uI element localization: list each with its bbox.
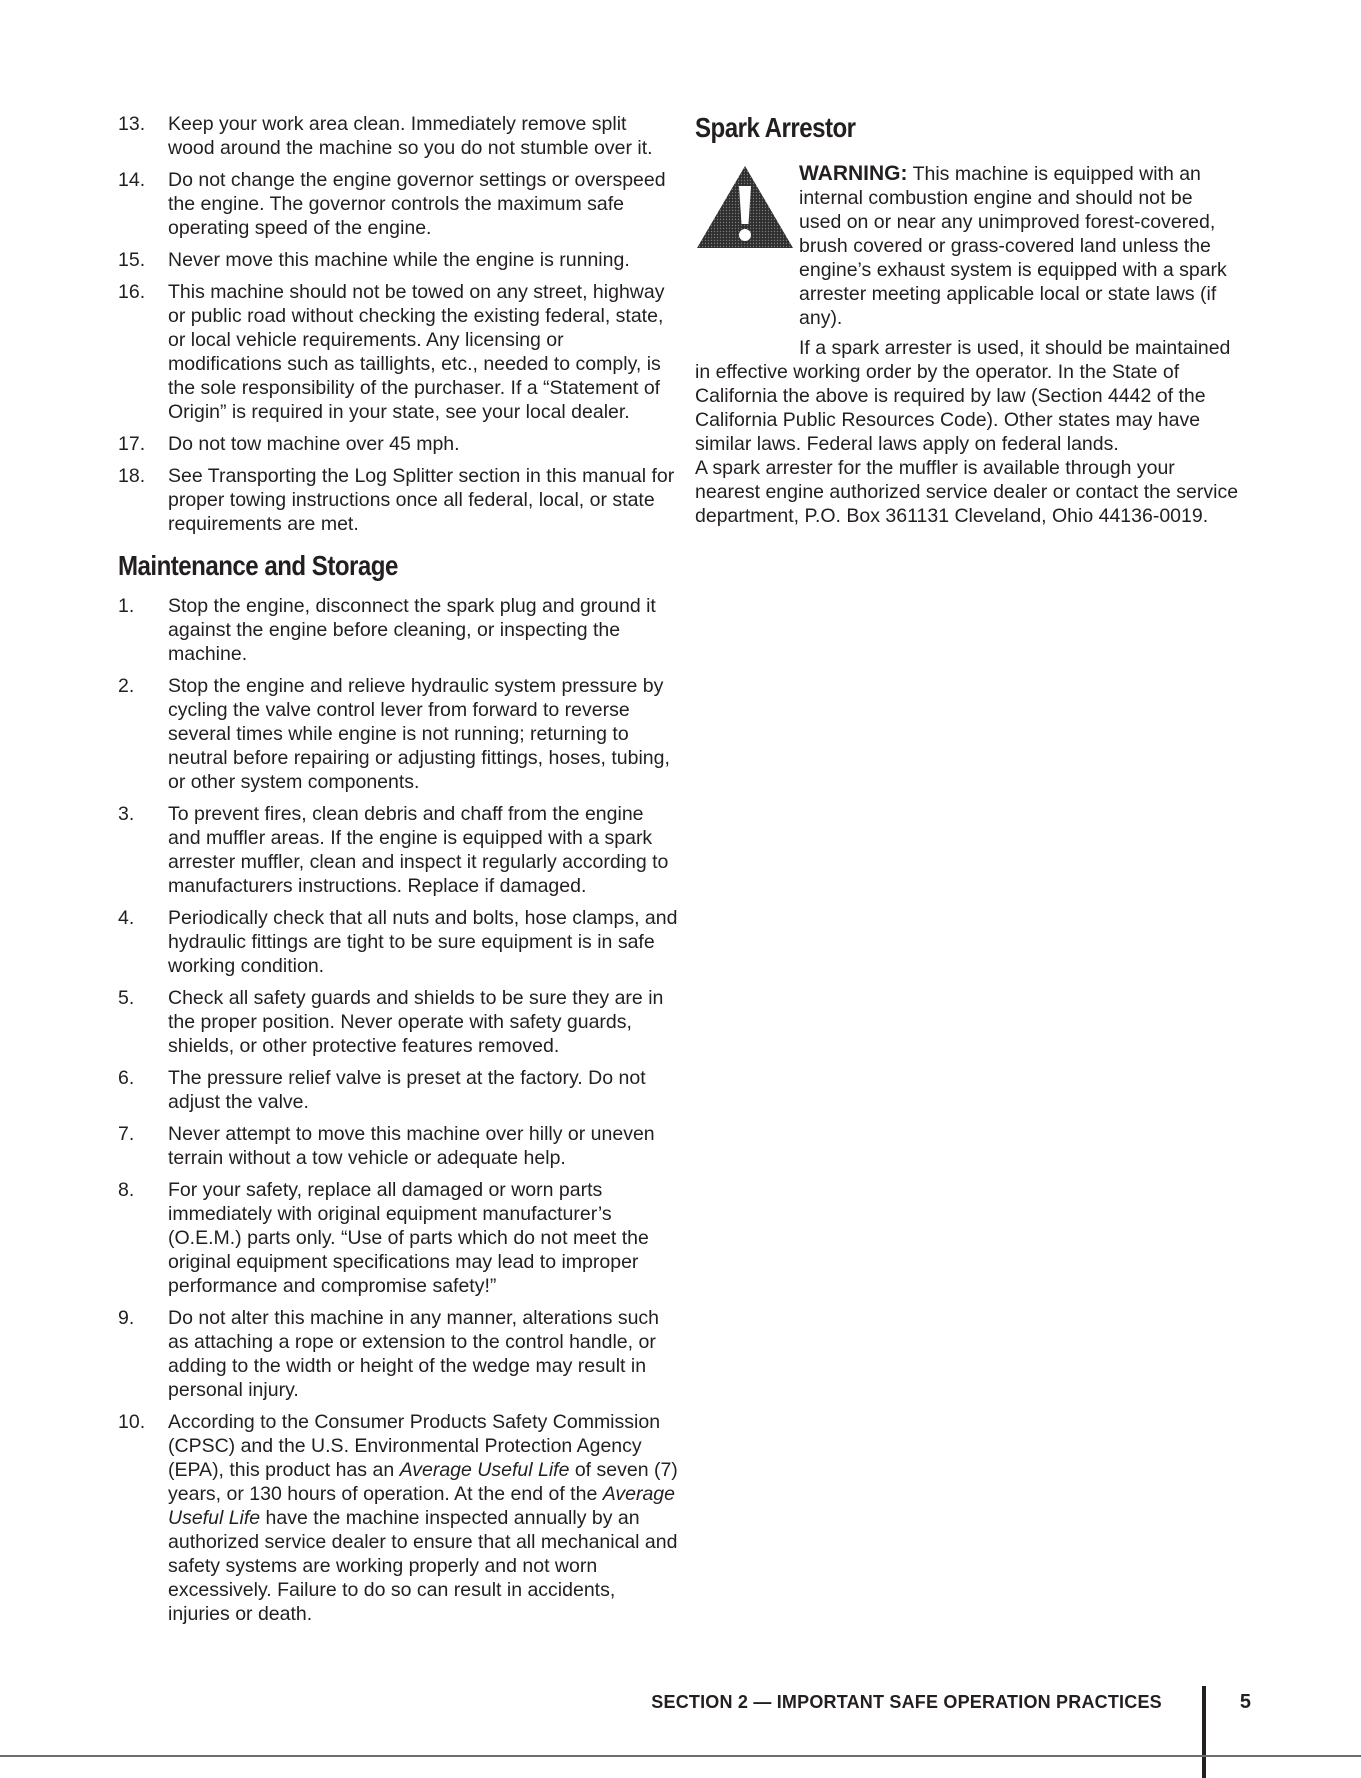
list-item xyxy=(118,432,678,456)
list-item xyxy=(118,248,678,272)
warning-label: WARNING: xyxy=(799,162,908,185)
item-text: Check all safety guards and shields to be sure they are in the proper position. Never operate with safety guards, shields, or other protective features removed. xyxy=(168,987,664,1057)
safety-list-continued xyxy=(118,112,678,536)
warning-triangle-icon xyxy=(695,164,795,250)
item-text: This machine should not be towed on any street, highway or public road without checking the existing federal, state, or local vehicle requirements. Any licensing or modifications such as taillights, etc., needed to comply, is the sole responsibility of the purchaser. If a “Statement of Origin” is required in your state, see your local dealer. xyxy=(168,281,665,423)
warning-body: This machine is equipped with an internal combustion engine and should not be used on or near any unimproved forest-covered, brush covered or grass-covered land unless the engine’s exhaust system is equipped with a spark arrester meeting applicable local or state laws (if any). xyxy=(799,163,1227,329)
service-paragraph: A spark arrester for the muffler is available through your nearest engine authorized service dealer or contact the service department, P.O. Box 361131 Cleveland, Ohio 44136-0019. xyxy=(695,457,1239,527)
item-text xyxy=(168,1411,678,1625)
list-item xyxy=(118,802,678,898)
item-text: Never attempt to move this machine over hilly or uneven terrain without a tow vehicle or adequate help. xyxy=(168,1123,655,1169)
footer-section-title: SECTION 2 — IMPORTANT SAFE OPERATION PRACTICES xyxy=(651,1691,1162,1712)
item-number: 10. xyxy=(118,1411,146,1433)
list-item xyxy=(118,1410,678,1626)
item-text-part: of seven (7) years, or 130 hours of operation. At the end of the xyxy=(168,1459,678,1505)
item-number: 1. xyxy=(118,595,135,617)
list-item xyxy=(118,1122,678,1170)
item-number: 4. xyxy=(118,907,135,929)
item-text-part: According to the Consumer Products Safety Commission (CPSC) and the U.S. Environmental Protection Agency (EPA), this product has an xyxy=(168,1411,661,1481)
item-text: To prevent fires, clean debris and chaff from the engine and muffler areas. If the engine is equipped with a spark arrester muffler, clean and inspect it regularly according to manufacturers instructions. Replace if damaged. xyxy=(168,803,669,897)
emphasis-term: Average Useful Life xyxy=(168,1483,675,1529)
item-number: 2. xyxy=(118,675,135,697)
right-column xyxy=(695,112,1240,528)
page-number: 5 xyxy=(1239,1690,1251,1713)
item-text: See Transporting the Log Splitter section in this manual for proper towing instructions once all federal, local, or state requirements are met. xyxy=(168,465,675,535)
item-number: 6. xyxy=(118,1067,135,1089)
item-number: 8. xyxy=(118,1179,135,1201)
list-item xyxy=(118,594,678,666)
list-item xyxy=(118,1178,678,1298)
item-number: 7. xyxy=(118,1123,135,1145)
item-number: 13. xyxy=(118,113,146,135)
list-item xyxy=(118,464,678,536)
list-item xyxy=(118,674,678,794)
maintenance-list xyxy=(118,594,678,1626)
item-text: Periodically check that all nuts and bolts, hose clamps, and hydraulic fittings are tight to be sure equipment is in safe working condition. xyxy=(168,907,678,977)
item-number: 5. xyxy=(118,987,135,1009)
list-item xyxy=(118,168,678,240)
list-item xyxy=(118,280,678,424)
item-number: 15. xyxy=(118,249,146,271)
item-number: 17. xyxy=(118,433,146,455)
item-text: Do not change the engine governor settings or overspeed the engine. The governor controls the maximum safe operating speed of the engine. xyxy=(168,169,666,239)
item-text: Stop the engine and relieve hydraulic system pressure by cycling the valve control lever from forward to reverse several times while engine is not running; returning to neutral before repairing or adjusting fittings, hoses, tubing, or other system components. xyxy=(168,675,670,793)
list-item xyxy=(118,906,678,978)
list-item xyxy=(118,1306,678,1402)
item-text: Never move this machine while the engine is running. xyxy=(168,249,630,271)
left-column xyxy=(118,112,678,1634)
item-text-part: have the machine inspected annually by an authorized service dealer to ensure that all mechanical and safety systems are working properly and not worn excessively. Failure to do so can result in accidents, injuries or death. xyxy=(168,1507,678,1625)
list-item xyxy=(118,1066,678,1114)
item-text: Do not tow machine over 45 mph. xyxy=(168,433,460,455)
spark-arrestor-heading: Spark Arrestor xyxy=(695,112,856,143)
page-footer xyxy=(651,1656,1251,1748)
item-text: For your safety, replace all damaged or worn parts immediately with original equipment manufacturer’s (O.E.M.) parts only. “Use of parts which do not meet the original equipment specifications may lead to improper performance and compromise safety!” xyxy=(168,1179,649,1297)
maintenance-heading: Maintenance and Storage xyxy=(118,550,398,581)
emphasis-term: Average Useful Life xyxy=(399,1459,570,1481)
item-number: 9. xyxy=(118,1307,135,1329)
item-text: The pressure relief valve is preset at the factory. Do not adjust the valve. xyxy=(168,1067,646,1113)
spark-arrester-paragraph: If a spark arrester is used, it should be maintained in effective working order by the operator. In the State of California the above is required by law (Section 4442 of the California Public Resources Code). Other states may have similar laws. Federal laws apply on federal lands. xyxy=(695,337,1231,455)
item-text: Keep your work area clean. Immediately remove split wood around the machine so you do not stumble over it. xyxy=(168,113,653,159)
item-number: 14. xyxy=(118,169,146,191)
warning-block xyxy=(695,162,1240,528)
item-text: Stop the engine, disconnect the spark plug and ground it against the engine before cleaning, or inspecting the machine. xyxy=(168,595,656,665)
item-number: 18. xyxy=(118,465,146,487)
list-item xyxy=(118,986,678,1058)
warning-text xyxy=(799,162,1240,330)
item-number: 16. xyxy=(118,281,146,303)
bottom-rule xyxy=(0,1755,1361,1757)
list-item xyxy=(118,112,678,160)
item-number: 3. xyxy=(118,803,135,825)
item-text: Do not alter this machine in any manner, alterations such as attaching a rope or extension to the control handle, or adding to the width or height of the wedge may result in personal injury. xyxy=(168,1307,660,1401)
footer-divider xyxy=(1202,1686,1206,1778)
